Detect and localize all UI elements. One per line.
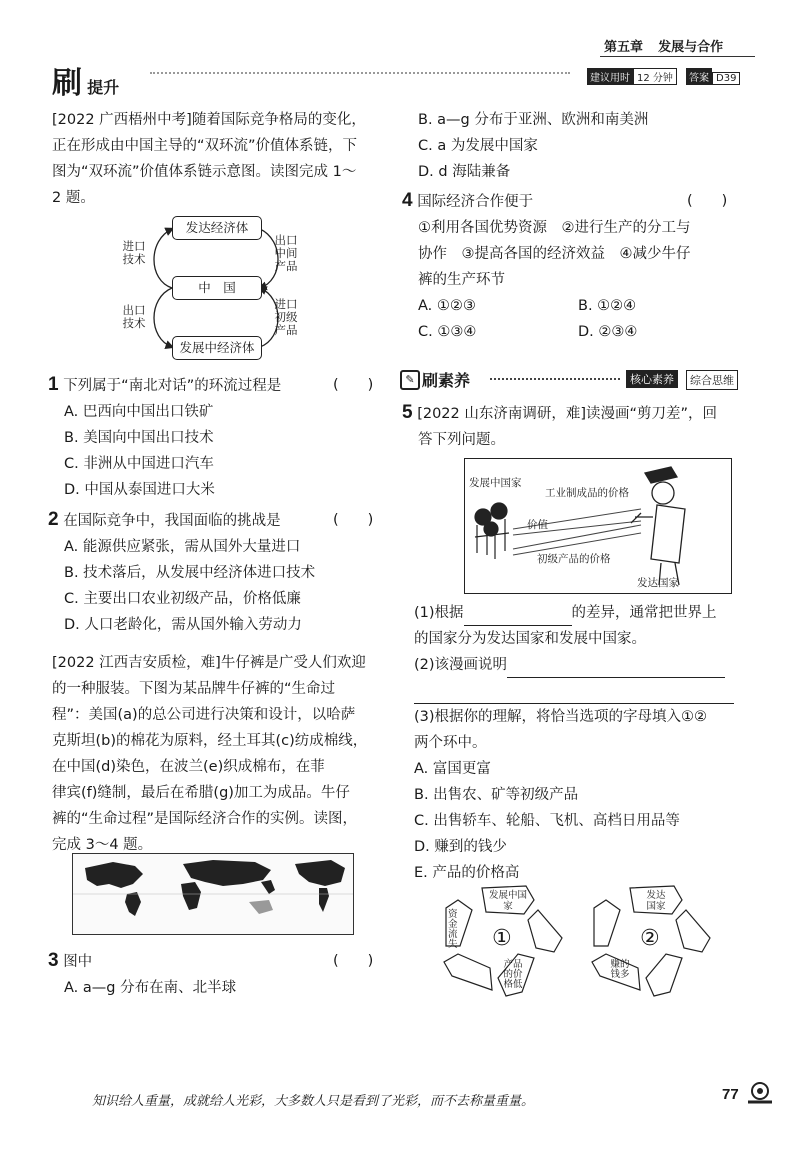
intro2-line: 律宾(f)缝制，最后在希腊(g)加工为成品。牛仔: [52, 785, 350, 801]
cartoon-primary-price: 初级产品的价格: [537, 553, 611, 565]
page-number: 77: [722, 1086, 739, 1103]
q3-number: 3: [48, 950, 59, 971]
label-export-tech: 出口 技术: [122, 303, 146, 330]
answer-blank-3[interactable]: [414, 685, 734, 704]
section-tag-synthesis: 综合思维: [686, 370, 738, 390]
q4-stem-line: [402, 188, 762, 215]
q5-part3-line: 两个环中。: [414, 735, 487, 751]
cycle2-developed: 发达国家: [646, 890, 666, 912]
intro-line: 正在形成由中国主导的“双环流”价值体系链，下: [52, 138, 358, 154]
q2-option: A. 能源供应紧张，需从国外大量进口: [64, 539, 301, 555]
question-2: [48, 507, 388, 638]
cartoon-developing: 发展中国家: [469, 477, 522, 489]
intro-paragraph: [52, 107, 392, 211]
header-tags: [585, 66, 740, 85]
q4-number: 4: [402, 190, 413, 211]
footer-logo-icon: [744, 1080, 774, 1106]
chapter-title: 发展与合作: [658, 40, 724, 55]
q5-part1-line: [414, 600, 759, 626]
label-export-intermediate: 出口 中间 产品: [274, 233, 298, 273]
label-import-tech: 进口 技术: [122, 239, 146, 266]
intro2-line: 完成 3～4 题。: [52, 837, 153, 853]
cycle1-center: ①: [492, 926, 512, 951]
q5-part2-line: [414, 652, 759, 678]
q3-option: A. a—g 分布在南、北半球: [64, 980, 237, 996]
q5-part1-a: (1)根据: [414, 605, 464, 621]
q1-stem: 下列属于“南北对话”的环流过程是: [63, 378, 282, 394]
q5-option: A. 富国更富: [414, 761, 491, 777]
question-5: [402, 400, 762, 453]
q3-stem-line: [48, 948, 388, 975]
box-china: 中 国: [172, 276, 262, 300]
header-dashes: [150, 72, 570, 74]
q1-option: B. 美国向中国出口技术: [64, 430, 214, 446]
brand-small: 提升: [87, 78, 120, 97]
q4-option: A. ①②③: [418, 298, 476, 314]
cycle2-center: ②: [640, 926, 660, 951]
answer-page: D39: [712, 72, 740, 85]
q5-stem: [2022 山东济南调研，难]读漫画“剪刀差”，回: [417, 406, 718, 422]
box-developing-economies: 发展中经济体: [172, 336, 262, 360]
q5-part3-line: (3)根据你的理解，将恰当选项的字母填入①②: [414, 709, 708, 725]
q5-part2: (2)该漫画说明: [414, 657, 508, 673]
intro2-line: 程”：美国(a)的总公司进行决策和设计，以哈萨: [52, 707, 356, 723]
intro2-line: 克斯坦(b)的棉花为原料，经土耳其(c)纺成棉线，: [52, 733, 368, 749]
q2-number: 2: [48, 509, 59, 530]
q1-paren: ( ): [333, 377, 374, 393]
q2-option: D. 人口老龄化，需从国外输入劳动力: [64, 617, 302, 633]
circulation-diagram: [120, 210, 320, 365]
q5-option: E. 产品的价格高: [414, 865, 520, 881]
q2-option: B. 技术落后，从发展中经济体进口技术: [64, 565, 316, 581]
intro-line: 图为“双环流”价值体系链示意图。读图完成 1～: [52, 164, 357, 180]
world-map-graphic: [73, 854, 353, 934]
q2-stem: 在国际竞争中，我国面临的挑战是: [63, 513, 281, 529]
q1-option: D. 中国从泰国进口大米: [64, 482, 215, 498]
answer-blank-2[interactable]: [507, 659, 725, 678]
cycle1-low-price: 产品的价格低: [503, 959, 523, 990]
q5-part1: [414, 600, 759, 886]
q3-option: C. a 为发展中国家: [418, 138, 538, 154]
label-import-primary: 进口 初级 产品: [274, 297, 298, 337]
q1-option: A. 巴西向中国出口铁矿: [64, 404, 214, 420]
section-header: [400, 368, 760, 390]
scissors-cartoon: [464, 458, 732, 594]
intro2-line: 裤的“生命过程”是国际经济合作的实例。读图，: [52, 811, 358, 827]
brand-big: 刷: [52, 66, 82, 101]
cartoon-industrial-price: 工业制成品的价格: [545, 487, 629, 499]
q4-options-row: [402, 293, 762, 319]
question-3: [48, 948, 388, 1001]
question-1: [48, 372, 388, 503]
section-tag-core: 核心素养: [626, 370, 678, 388]
q4-paren: ( ): [687, 193, 728, 209]
q4-option: C. ①③④: [418, 324, 477, 340]
time-label: 建议用时: [587, 68, 633, 85]
question-4: [402, 188, 762, 345]
q5-stem-line: [402, 400, 762, 427]
q5-part1-c: 的国家分为发达国家和发展中国家。: [414, 631, 646, 647]
intro-line: 2 题。: [52, 190, 95, 206]
section-title: 刷素养: [422, 371, 471, 390]
answer-blank-1[interactable]: [464, 607, 572, 626]
q5-part1-b: 的差异，通常把世界上: [571, 605, 717, 621]
q5-stem-line2: 答下列问题。: [418, 432, 505, 448]
intro2-paragraph: [52, 650, 392, 858]
q3-option: B. a—g 分布于亚洲、欧洲和南美洲: [418, 112, 649, 128]
answer-label: 答案: [686, 68, 712, 85]
q4-line: 裤的生产环节: [418, 272, 505, 288]
q4-line: ①利用各国优势资源 ②进行生产的分工与: [418, 220, 691, 236]
q2-paren: ( ): [333, 512, 374, 528]
box-developed-economies: 发达经济体: [172, 216, 262, 240]
cartoon-developed: 发达国家: [637, 577, 679, 589]
q4-option: D. ②③④: [578, 324, 638, 340]
cycle2-earn-more: 赚的钱多: [610, 959, 630, 980]
header-chapter: [604, 36, 723, 55]
intro2-line: 在中国(d)染色，在波兰(e)织成棉布，在菲: [52, 759, 325, 775]
q5-option: B. 出售农、矿等初级产品: [414, 787, 579, 803]
q5-part2-cont: [414, 678, 759, 704]
q2-stem-line: [48, 507, 388, 534]
q4-line: 协作 ③提高各国的经济效益 ④减少牛仔: [418, 246, 691, 262]
section-icon: ✎: [400, 370, 420, 390]
q5-number: 5: [402, 402, 413, 423]
intro-line: [2022 广西梧州中考]随着国际竞争格局的变化，: [52, 112, 366, 128]
cycle1-developing: 发展中国家: [488, 890, 527, 912]
q5-option: C. 出售轿车、轮船、飞机、高档日用品等: [414, 813, 680, 829]
q3-option: D. d 海陆兼备: [418, 164, 511, 180]
cycle1-capital-loss: 资金流失: [448, 909, 458, 950]
time-value: 12 分钟: [633, 68, 677, 85]
snail-icon: [744, 1080, 774, 1106]
q1-stem-line: [48, 372, 388, 399]
section-dots: [490, 378, 620, 380]
q1-option: C. 非洲从中国进口汽车: [64, 456, 214, 472]
q4-stem: 国际经济合作便于: [417, 194, 534, 210]
intro2-line: 的一种服装。下图为某品牌牛仔裤的“生命过: [52, 681, 336, 697]
q4-options-row: [402, 319, 762, 345]
q5-option: D. 赚到的钱少: [414, 839, 507, 855]
q3-paren: ( ): [333, 953, 374, 969]
header-rule: [600, 56, 755, 57]
cycle-diagram-1: [438, 880, 566, 998]
q4-option: B. ①②④: [578, 298, 637, 314]
chapter-number: 第五章: [604, 40, 644, 55]
q2-option: C. 主要出口农业初级产品，价格低廉: [64, 591, 301, 607]
cycle-diagram-2: [586, 880, 714, 998]
cartoon-value: 价值: [527, 519, 548, 531]
brand-logo: [52, 58, 119, 102]
intro2-line: [2022 江西吉安质检，难]牛仔裤是广受人们欢迎: [52, 655, 366, 671]
q3-stem: 图中: [63, 954, 93, 970]
footer-quote: 知识给人重量，成就给人光彩，大多数人只是看到了光彩，而不去称量重量。: [92, 1094, 535, 1109]
world-map: [72, 853, 354, 935]
q3-continued: [418, 107, 758, 185]
q1-number: 1: [48, 374, 59, 395]
